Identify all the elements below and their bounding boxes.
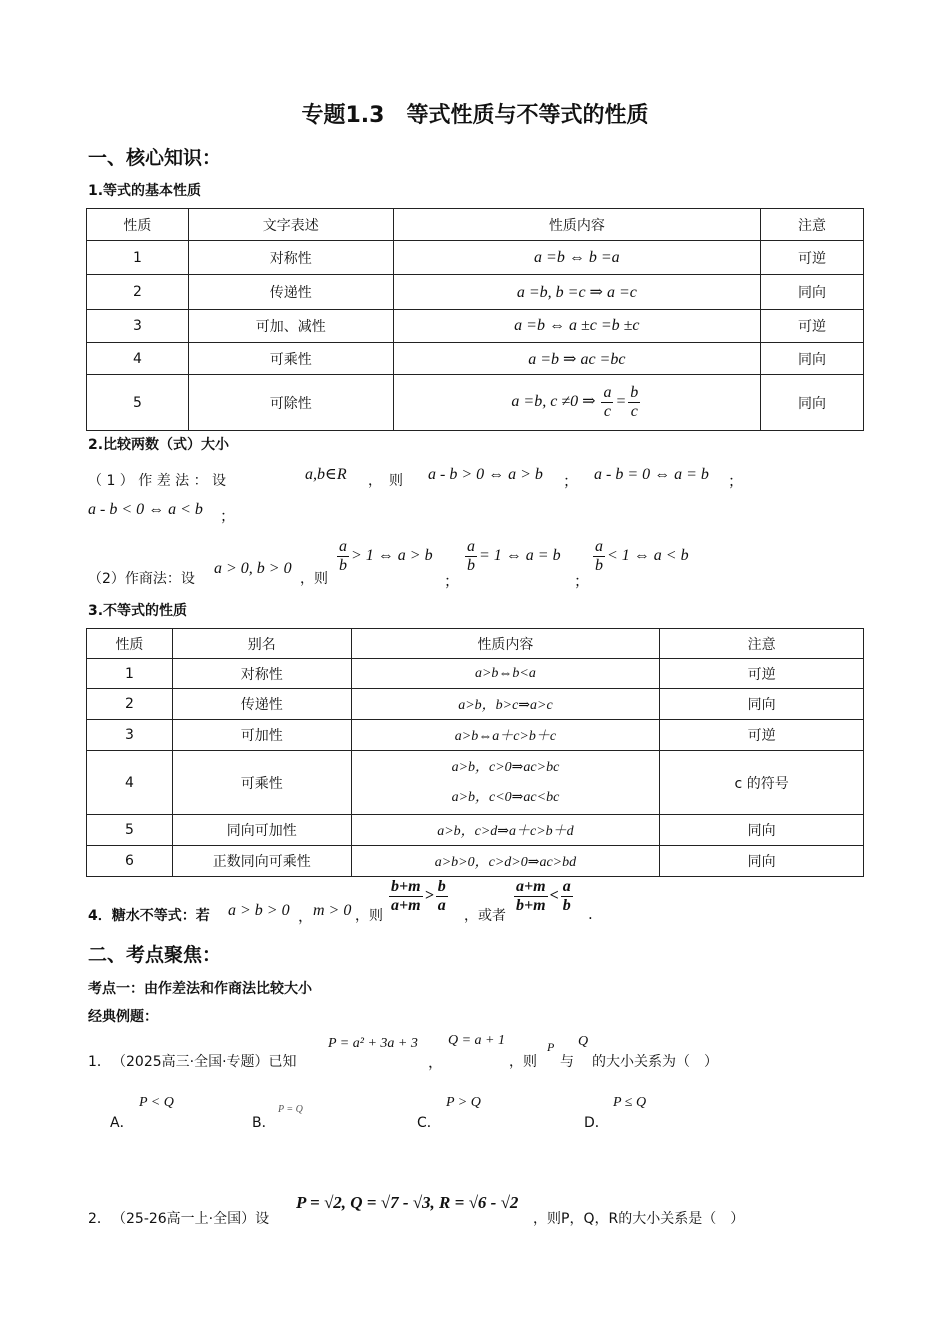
cell-name: 正数同向可乘性 <box>172 846 351 877</box>
cell-note: c 的符号 <box>660 751 864 815</box>
fraction-b-over-c: $\frac{b}{c}$ <box>630 384 639 420</box>
cell-name: 传递性 <box>188 275 393 310</box>
cell-note: 可逆 <box>660 659 864 689</box>
sugar-condition-1: a > b > 0 <box>228 902 290 919</box>
cell-content: a>b⇔a＋c>b＋c <box>351 720 660 751</box>
header-cell: 性质 <box>87 209 189 241</box>
table-row <box>87 815 864 846</box>
cell-no: 4 <box>87 751 173 815</box>
table-row <box>87 241 864 275</box>
q1-option-b[interactable]: P = Q <box>278 1104 303 1115</box>
content-premise: a =b, c ≠0 ⇒ <box>511 393 596 411</box>
quot-case-greater: $\frac{a}{b}$ > 1 ⇔ a > b <box>339 538 433 574</box>
sugar-then: ，则 <box>355 908 383 924</box>
subheading-compare: 2.比较两数（式）大小 <box>88 437 230 453</box>
header-cell: 性质 <box>87 629 173 659</box>
cell-note: 同向 <box>660 846 864 877</box>
q1-option-d-label[interactable]: D． <box>584 1115 609 1131</box>
diff-case-positive: a - b > 0 ⇔ a > b <box>428 466 543 483</box>
table-row <box>87 720 864 751</box>
section-heading-1: 一、核心知识： <box>88 147 222 169</box>
quot-case-equal: $\frac{a}{b}$ = 1 ⇔ a = b <box>467 538 561 574</box>
quot-method-then: ，则 <box>300 571 328 587</box>
sugar-inequality-2: $\frac{a+m}{b+m}$ < $\frac{a}{b}$ <box>516 878 571 914</box>
diff-method-set: a,b∈R <box>305 466 347 483</box>
q1-option-c[interactable]: P > Q <box>446 1095 481 1110</box>
quot-case-less: $\frac{a}{b}$ < 1 ⇔ a < b <box>595 538 689 574</box>
q1-option-a-label[interactable]: A． <box>110 1115 134 1131</box>
q1-source: （2025高三·全国·专题）已知 <box>112 1054 297 1070</box>
cell-name: 对称性 <box>172 659 351 689</box>
quot-method-condition: a > 0, b > 0 <box>214 560 292 577</box>
cell-content: a =b, c ≠0 ⇒ $\frac{a}{c}$ = $\frac{b}{c}$ <box>393 375 761 431</box>
cell-note: 同向 <box>660 815 864 846</box>
cell-name: 可加、减性 <box>188 310 393 343</box>
q1-option-b-label[interactable]: B． <box>252 1115 276 1131</box>
q1-option-c-label[interactable]: C． <box>417 1115 441 1131</box>
cell-no: 1 <box>87 241 189 275</box>
cell-name: 可加性 <box>172 720 351 751</box>
table-row <box>87 659 864 689</box>
cell-no: 2 <box>87 275 189 310</box>
cell-name: 可乘性 <box>172 751 351 815</box>
cell-content: a =b, b =c ⇒ a =c <box>393 275 761 310</box>
separator: ， <box>428 1053 444 1071</box>
q2-number: 2． <box>88 1211 111 1227</box>
q1-Q: Q <box>578 1034 589 1049</box>
fraction-a-over-c: $\frac{a}{c}$ <box>603 384 612 420</box>
cell-name: 传递性 <box>172 689 351 720</box>
q1-option-a[interactable]: P < Q <box>139 1095 174 1110</box>
q2-tail: ，则P，Q，R的大小关系是（ ） <box>533 1211 745 1227</box>
sugar-label: 4．糖水不等式：若 <box>88 908 210 924</box>
separator: ； <box>563 472 579 490</box>
cell-name: 同向可加性 <box>172 815 351 846</box>
separator: ； <box>220 507 236 525</box>
table-header-row <box>87 209 864 241</box>
sugar-condition-2: m > 0 <box>313 902 352 919</box>
separator: ； <box>728 472 744 490</box>
point-heading-1: 考点一：由作差法和作商法比较大小 <box>88 981 312 997</box>
cell-content: a =b ⇒ ac =bc <box>393 343 761 375</box>
table-header-row <box>87 629 864 659</box>
sugar-or: ，或者 <box>464 908 506 924</box>
q1-and: 与 <box>560 1054 574 1070</box>
section-heading-2: 二、考点聚焦： <box>88 944 222 966</box>
cell-content <box>351 751 660 815</box>
cell-note: 同向 <box>761 275 864 310</box>
cell-content: a>b>0，c>d>0⇒ac>bd <box>351 846 660 877</box>
header-cell: 性质内容 <box>351 629 660 659</box>
q2-source: （25-26高一上·全国）设 <box>112 1211 270 1227</box>
diff-case-zero: a - b = 0 ⇔ a = b <box>594 466 709 483</box>
table-row <box>87 310 864 343</box>
q1-tail: 的大小关系为（ ） <box>592 1054 718 1070</box>
inequality-properties-table <box>86 628 864 877</box>
q1-then: ，则 <box>509 1054 537 1070</box>
cell-no: 4 <box>87 343 189 375</box>
q1-Q-expression: Q = a + 1 <box>448 1033 506 1048</box>
separator: ； <box>444 572 460 590</box>
cell-content: a>b，c>d⇒a＋c>b＋d <box>351 815 660 846</box>
table-row <box>87 375 864 431</box>
cell-name: 可乘性 <box>188 343 393 375</box>
cell-no: 3 <box>87 310 189 343</box>
q1-option-d[interactable]: P ≤ Q <box>613 1095 647 1110</box>
quot-method-label: （2）作商法：设 <box>88 571 195 587</box>
cell-note: 同向 <box>761 343 864 375</box>
cell-note: 同向 <box>761 375 864 431</box>
table-row <box>87 689 864 720</box>
header-cell: 性质内容 <box>393 209 761 241</box>
q1-number: 1． <box>88 1054 111 1070</box>
cell-note: 可逆 <box>761 241 864 275</box>
diff-method-then: ， 则 <box>368 473 403 489</box>
q1-P-expression: P = a² + 3a + 3 <box>328 1036 418 1051</box>
cell-note: 可逆 <box>761 310 864 343</box>
separator: ， <box>298 907 314 925</box>
cell-name: 对称性 <box>188 241 393 275</box>
cell-no: 3 <box>87 720 173 751</box>
cell-note: 可逆 <box>660 720 864 751</box>
cell-no: 6 <box>87 846 173 877</box>
table-row <box>87 846 864 877</box>
sugar-end: . <box>588 905 593 923</box>
equality-properties-table <box>86 208 864 431</box>
q1-P: P <box>547 1040 555 1054</box>
header-cell: 别名 <box>172 629 351 659</box>
page-title: 专题1.3 等式性质与不等式的性质 <box>301 103 649 128</box>
table-row <box>87 275 864 310</box>
cell-no: 5 <box>87 815 173 846</box>
header-cell: 注意 <box>761 209 864 241</box>
cell-content: a =b ⇔ b =a <box>393 241 761 275</box>
cell-note: 同向 <box>660 689 864 720</box>
header-cell: 注意 <box>660 629 864 659</box>
content-line-negative: a>b，c<0⇒ac<bc <box>451 789 560 805</box>
cell-no: 1 <box>87 659 173 689</box>
table-row <box>87 751 864 815</box>
subheading-inequality-properties: 3.不等式的性质 <box>88 603 188 619</box>
cell-no: 2 <box>87 689 173 720</box>
content-line-positive: a>b，c>0⇒ac>bc <box>451 759 560 775</box>
header-cell: 文字表述 <box>188 209 393 241</box>
table-row <box>87 343 864 375</box>
cell-name: 可除性 <box>188 375 393 431</box>
sugar-inequality-1: $\frac{b+m}{a+m}$ > $\frac{b}{a}$ <box>391 878 446 914</box>
diff-case-negative: a - b < 0 ⇔ a < b <box>88 501 203 518</box>
cell-content: a>b，b>c⇒a>c <box>351 689 660 720</box>
cell-no: 5 <box>87 375 189 431</box>
q2-expression: P = √2, Q = √7 - √3, R = √6 - √2 <box>296 1193 519 1212</box>
separator: ； <box>574 572 590 590</box>
diff-method-label: （ 1 ） 作 差 法 ： 设 <box>88 473 227 489</box>
subheading-equality-properties: 1.等式的基本性质 <box>88 183 202 199</box>
cell-content: a =b ⇔ a ±c =b ±c <box>393 310 761 343</box>
cell-content: a>b⇔b<a <box>351 659 660 689</box>
examples-heading: 经典例题： <box>88 1009 158 1025</box>
